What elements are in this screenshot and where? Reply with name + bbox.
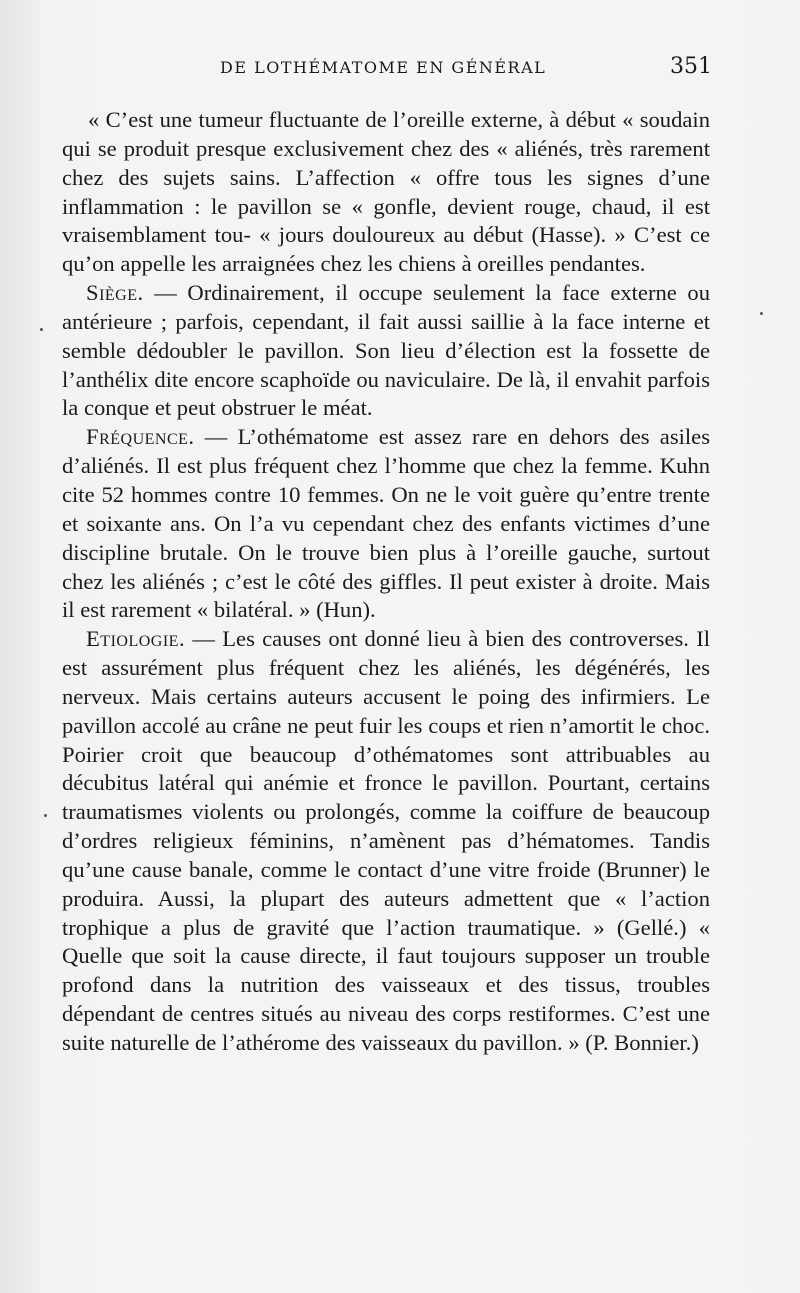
margin-speck (760, 312, 763, 315)
page-header (60, 52, 720, 86)
paragraph-siege (62, 279, 710, 423)
body-text (62, 106, 710, 1058)
paragraph-siege-text: — Ordinairement, il occupe seulement la face externe ou antérieure ; parfois, cependant, il fait aussi saillie à la face interne et semble dédoubler le pavillon. Son lieu d’élection est la fossette de l’anthélix dite encore scaphoïde ou naviculaire. De là, il envahit parfois la conque et peut obstruer le méat. (62, 280, 710, 421)
paragraph-etiologie (62, 625, 710, 1058)
paragraph-frequence-text: — L’othématome est assez rare en dehors des asiles d’aliénés. Il est plus fréquent chez l’homme que chez la femme. Kuhn cite 52 hommes contre 10 femmes. On ne le voit guère qu’entre trente et soixante ans. On l’a vu cependant chez des enfants victimes d’une discipline brutale. On le trouve bien plus à l’oreille gauche, surtout chez les aliénés ; c’est le côté des giffles. Il peut exister à droite. Mais il est rarement « bilatéral. » (Hun). (62, 424, 710, 623)
page-number: 351 (670, 54, 712, 79)
paragraph-quotation: « C’est une tumeur fluctuante de l’oreille externe, à début « soudain qui se produit presque exclusivement chez des « aliénés, très rarement chez des sujets sains. L’affection « offre tous les signes d’une inflammation : le pavillon se « gonfle, devient rouge, chaud, il est vraisemblament tou- « jours douloureux au début (Hasse). » C’est ce qu’on appelle les arraignées chez les chiens à oreilles pendantes. (62, 107, 710, 277)
section-heading-frequence: Fréquence. (86, 424, 195, 450)
margin-speck (40, 328, 43, 331)
running-head: DE LOTHÉMATOME EN GÉNÉRAL (220, 58, 547, 77)
margin-speck (44, 814, 47, 817)
paragraph-frequence (62, 423, 710, 625)
paragraph-etiologie-text: — Les causes ont donné lieu à bien des controverses. Il est assurément plus fréquent chez les aliénés, les dégénérés, les nerveux. Mais certains auteurs accusent le poing des infirmiers. Le pavillon accolé au crâne ne peut fuir les coups et rien n’amortit le choc. Poirier croit que beaucoup d’othématomes sont attribuables au décubitus latéral qui anémie et fronce le pavillon. Pourtant, certains traumatismes violents ou prolongés, comme la coiffure de beaucoup d’ordres religieux féminins, n’amènent pas d’hématomes. Tandis qu’une cause banale, comme le contact d’une vitre froide (Brunner) le produira. Aussi, la plupart des auteurs admettent que « l’action trophique a plus de gravité que l’action traumatique. » (Gellé.) « Quelle que soit la cause directe, il faut toujours supposer un trouble profond dans la nutrition des vaisseaux et des tissus, troubles dépendant de centres situés au niveau des corps restiformes. C’est une suite naturelle de l’athérome des vaisseaux du pavillon. » (P. Bonnier.) (62, 626, 710, 1055)
section-heading-siege: Siège. (86, 280, 144, 306)
section-heading-etiologie: Etiologie. (86, 626, 186, 652)
